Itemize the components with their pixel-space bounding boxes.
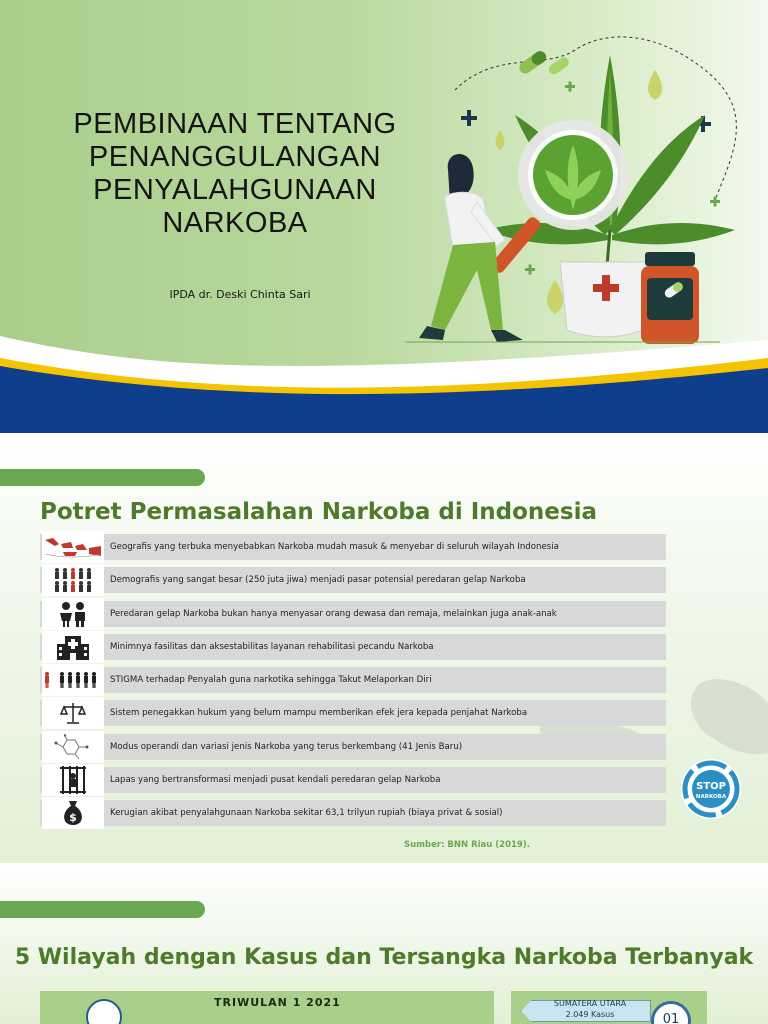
item-text: Kerugian akibat penyalahgunaan Narkoba sekitar 63,1 trilyun rupiah (biaya privat & sosial) (110, 808, 503, 819)
rank-cases: 2.049 Kasus (565, 1010, 615, 1019)
list-item (40, 734, 668, 760)
title-slide (0, 0, 768, 433)
list-item (40, 767, 668, 793)
stop-narkoba-badge (680, 758, 742, 820)
rank-region: SUMATERA UTARA (553, 999, 627, 1008)
stop-badge-line: STOP (696, 781, 726, 792)
list-item (40, 634, 668, 660)
scales-icon (42, 697, 104, 729)
item-text: Peredaran gelap Narkoba bukan hanya menyasar orang dewasa dan remaja, melainkan juga anak-anak (110, 608, 557, 619)
list-item (40, 567, 668, 593)
item-text: Sistem penegakkan hukum yang belum mampu memberikan efek jera kepada penjahat Narkoba (110, 708, 528, 719)
decorative-bar (0, 901, 205, 918)
molecule-icon (42, 731, 104, 763)
indonesia-map-icon (42, 531, 104, 563)
list-item (40, 601, 668, 627)
item-text: Modus operandi dan variasi jenis Narkoba yang terus berkembang (41 Jenis Baru) (110, 741, 463, 752)
source-note: Sumber: BNN Riau (2019). (404, 840, 530, 850)
stigma-people-icon (42, 664, 104, 696)
title-line: PENYALAHGUNAAN (93, 174, 377, 206)
title-line: PENANGGULANGAN (88, 141, 382, 173)
list-item (40, 700, 668, 726)
slide-title: Potret Permasalahan Narkoba di Indonesia (40, 499, 597, 525)
title-line: NARKOBA (162, 207, 308, 239)
decorative-bar (0, 469, 205, 486)
item-text: Minimnya fasilitas dan aksestabilitas layanan rehabilitasi pecandu Narkoba (110, 641, 434, 652)
hospital-icon (42, 631, 104, 663)
item-text: Demografis yang sangat besar (250 juta jiwa) menjadi pasar potensial peredaran gelap Narkoba (110, 575, 526, 586)
regions-slide (0, 863, 768, 1024)
slide-title: 5 Wilayah dengan Kasus dan Tersangka Narkoba Terbanyak (14, 945, 754, 970)
rank-number: 01 (651, 1001, 691, 1024)
period-label: TRIWULAN 1 2021 (214, 996, 341, 1009)
list-item (40, 534, 668, 560)
money-bag-icon (42, 797, 104, 829)
decorative-waves (0, 300, 768, 433)
title-line: PEMBINAAN TENTANG (73, 108, 397, 140)
author-name: IPDA dr. Deski Chinta Sari (169, 288, 311, 301)
item-text: STIGMA terhadap Penyalah guna narkotika sehingga Takut Melaporkan Diri (110, 675, 432, 686)
population-icon (42, 564, 104, 596)
problems-slide (0, 433, 768, 863)
svg-text:$: $ (69, 811, 77, 825)
slide-title (30, 108, 440, 240)
item-text: Geografis yang terbuka menyebabkan Narkoba mudah masuk & menyebar di seluruh wilayah Indonesia (110, 542, 559, 552)
prison-icon (42, 764, 104, 796)
children-icon (42, 598, 104, 630)
problems-list (40, 534, 668, 834)
list-item (40, 800, 668, 826)
stop-badge-line: NARKOBA (695, 794, 727, 800)
list-item (40, 667, 668, 693)
item-text: Lapas yang bertransformasi menjadi pusat kendali peredaran gelap Narkoba (110, 775, 441, 786)
